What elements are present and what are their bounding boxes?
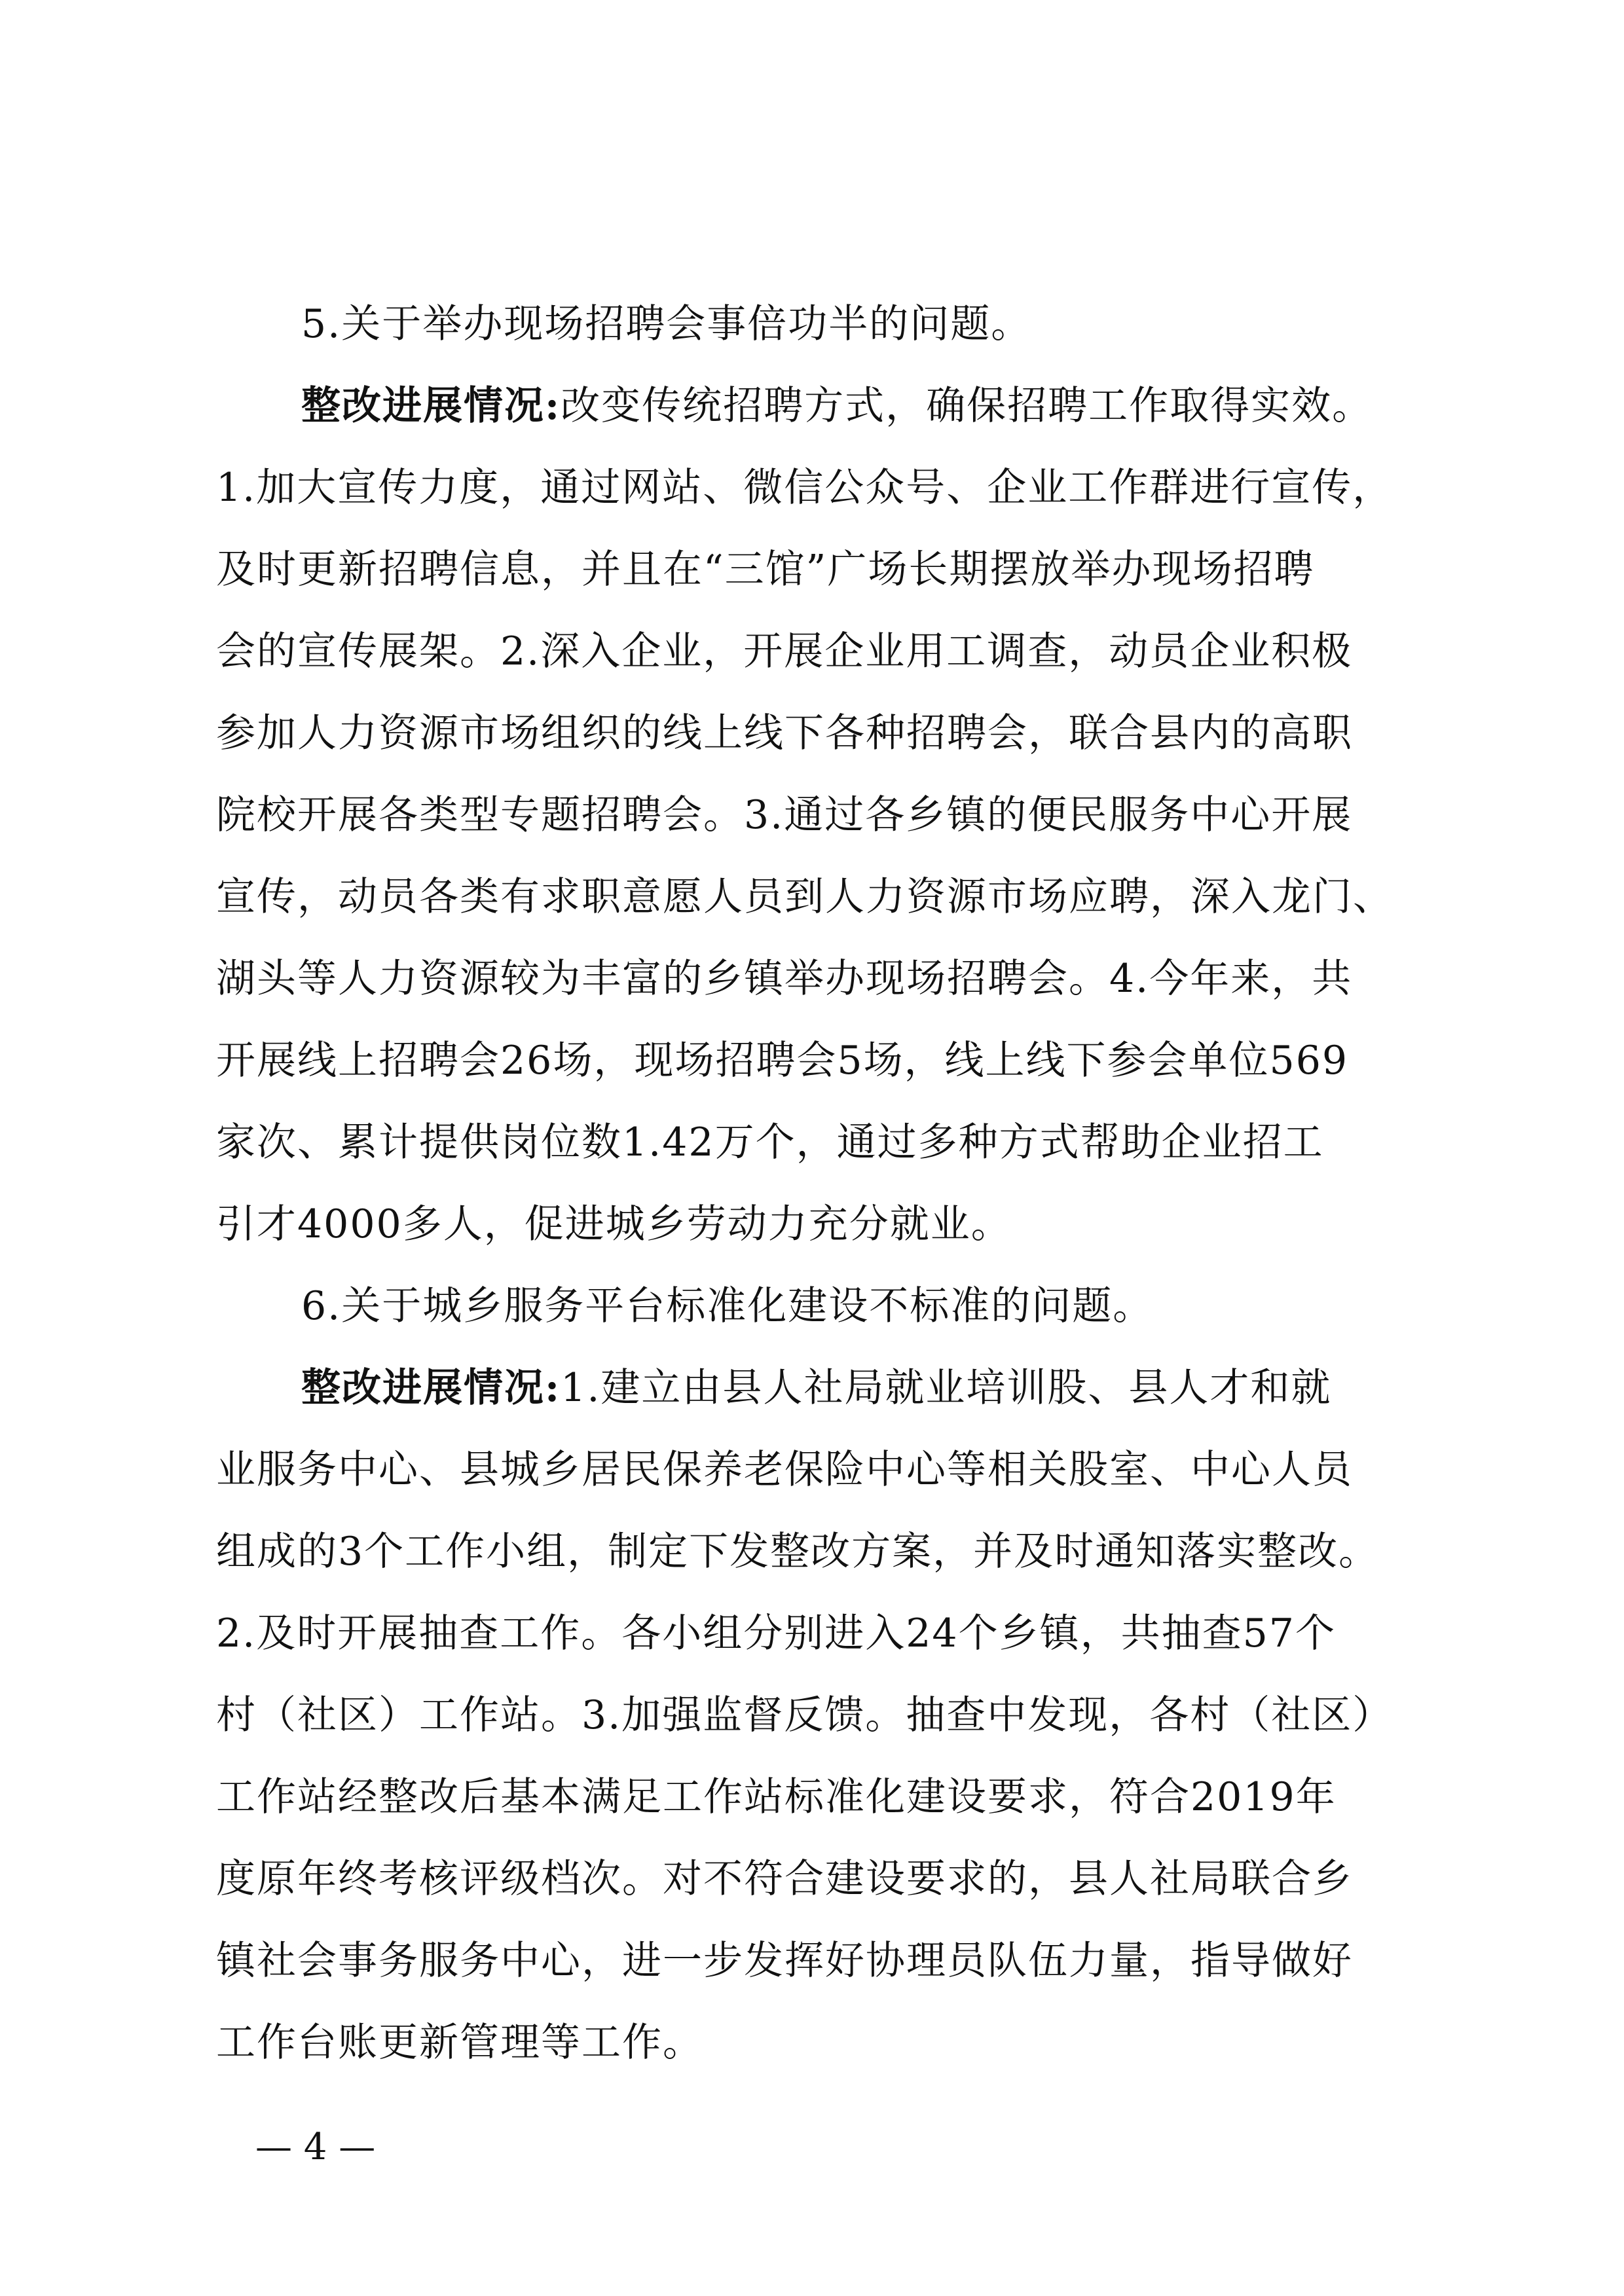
paragraph-line: 湖头等人力资源较为丰富的乡镇举办现场招聘会。4.今年来，共 — [216, 956, 1353, 1002]
paragraph-line: 会的宣传展架。2.深入企业，开展企业用工调查，动员企业积极 — [216, 629, 1353, 674]
paragraph-line: 参加人力资源市场组织的线上线下各种招聘会，联合县内的高职 — [216, 710, 1353, 756]
paragraph-line: 及时更新招聘信息，并且在“三馆”广场长期摆放举办现场招聘 — [216, 547, 1315, 592]
paragraph-line: 村（社区）工作站。3.加强监督反馈。抽查中发现，各村（社区） — [216, 1692, 1393, 1738]
section-6-progress-first-line — [301, 1352, 1421, 1424]
paragraph-line: 度原年终考核评级档次。对不符合建设要求的，县人社局联合乡 — [216, 1856, 1353, 1902]
paragraph-line: 业服务中心、县城乡居民保养老保险中心等相关股室、中心人员 — [216, 1447, 1353, 1493]
paragraph-line: 开展线上招聘会26场，现场招聘会5场，线上线下参会单位569 — [216, 1038, 1349, 1084]
section-5-heading: 5.关于举办现场招聘会事倍功半的问题。 — [301, 301, 1032, 347]
paragraph-line: 2.及时开展抽查工作。各小组分别进入24个乡镇，共抽查57个 — [216, 1611, 1336, 1656]
progress-label: 整改进展情况: — [301, 1365, 561, 1411]
paragraph-line: 工作台账更新管理等工作。 — [216, 2020, 703, 2066]
paragraph-line: 引才4000多人，促进城乡劳动力充分就业。 — [216, 1201, 1012, 1247]
page-number: — 4 — — [255, 2126, 376, 2168]
paragraph-line: 宣传，动员各类有求职意愿人员到人力资源市场应聘，深入龙门、 — [216, 874, 1393, 920]
paragraph-line: 工作站经整改后基本满足工作站标准化建设要求，符合2019年 — [216, 1774, 1337, 1820]
paragraph-line: 1.加大宣传力度，通过网站、微信公众号、企业工作群进行宣传， — [216, 465, 1393, 511]
paragraph-line: 镇社会事务服务中心，进一步发挥好协理员队伍力量，指导做好 — [216, 1938, 1353, 1984]
paragraph-text: 1.建立由县人社局就业培训股、县人才和就 — [561, 1365, 1332, 1411]
paragraph-line: 院校开展各类型专题招聘会。3.通过各乡镇的便民服务中心开展 — [216, 792, 1353, 838]
paragraph-line: 家次、累计提供岗位数1.42万个，通过多种方式帮助企业招工 — [216, 1120, 1324, 1165]
section-6-heading: 6.关于城乡服务平台标准化建设不标准的问题。 — [301, 1283, 1154, 1329]
section-5-progress-first-line — [301, 370, 1421, 442]
paragraph-text: 改变传统招聘方式，确保招聘工作取得实效。 — [561, 383, 1373, 429]
paragraph-line: 组成的3个工作小组，制定下发整改方案，并及时通知落实整改。 — [216, 1529, 1380, 1575]
progress-label: 整改进展情况: — [301, 383, 561, 429]
